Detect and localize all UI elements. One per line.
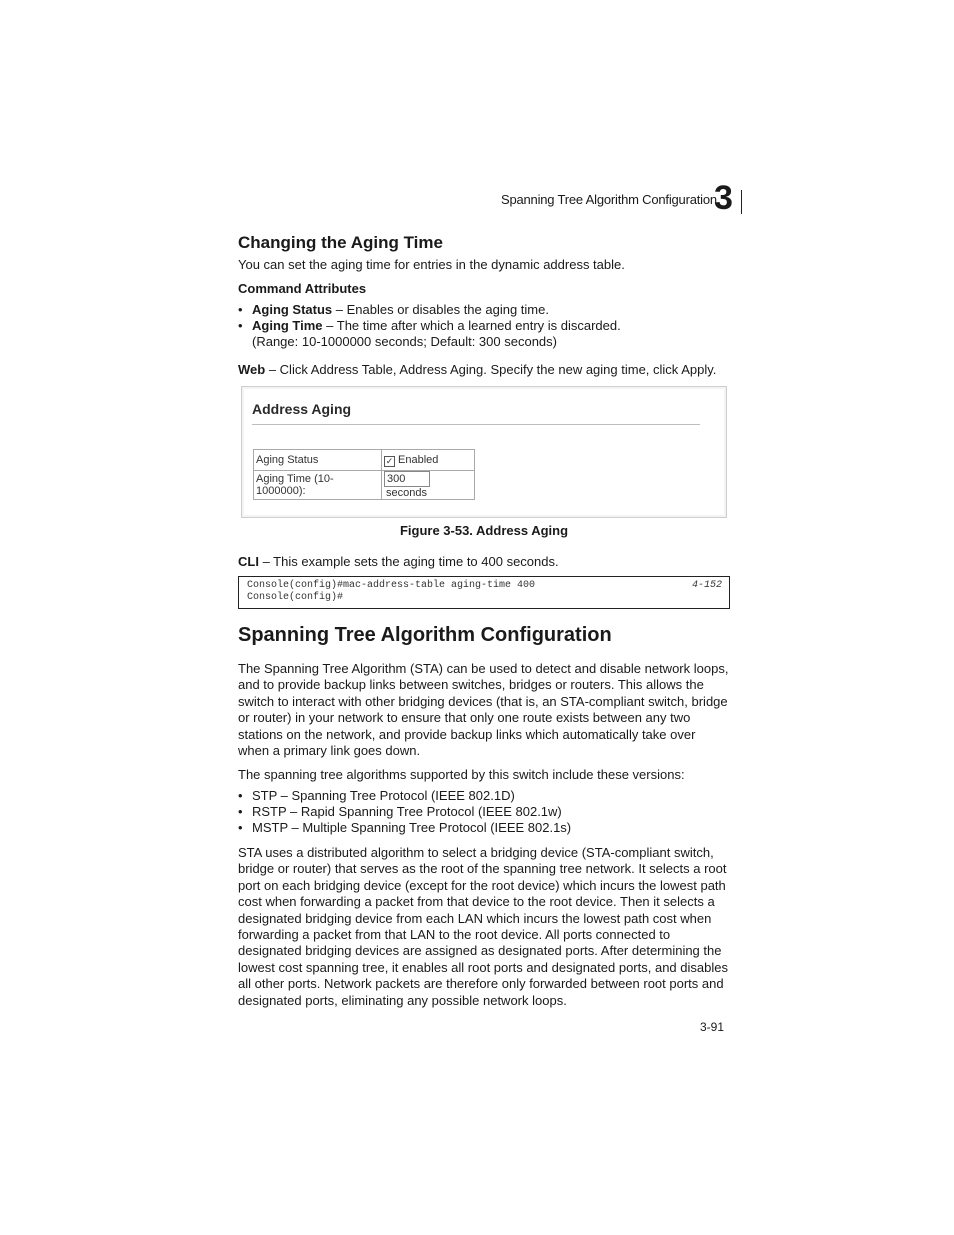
attribute-desc: – The time after which a learned entry is discarded. bbox=[322, 318, 621, 333]
bullet: • bbox=[238, 804, 243, 819]
cli-code-block bbox=[238, 576, 730, 609]
aging-time-input[interactable] bbox=[384, 471, 430, 487]
cli-text: – This example sets the aging time to 400 seconds. bbox=[258, 554, 559, 569]
page-number: 3-91 bbox=[700, 1020, 725, 1034]
version-text: RSTP – Rapid Spanning Tree Protocol (IEEE 802.1w) bbox=[252, 804, 562, 819]
aging-status-row bbox=[254, 450, 475, 471]
code-line: Console(config)#mac-address-table aging-time 400 bbox=[247, 580, 536, 591]
cli-label: CLI bbox=[238, 554, 259, 569]
chapter-divider bbox=[741, 190, 742, 214]
attribute-desc: – Enables or disables the aging time. bbox=[332, 302, 549, 317]
attribute-item bbox=[238, 318, 730, 351]
web-instruction bbox=[238, 362, 730, 378]
code-reference: 4-152 bbox=[691, 580, 722, 591]
command-attributes-heading: Command Attributes bbox=[238, 281, 367, 296]
attribute-range: (Range: 10-1000000 seconds; Default: 300 seconds) bbox=[252, 334, 557, 350]
version-text: MSTP – Multiple Spanning Tree Protocol (IEEE 802.1s) bbox=[252, 820, 572, 835]
chapter-number: 3 bbox=[714, 179, 733, 217]
version-item bbox=[238, 788, 730, 804]
panel-title: Address Aging bbox=[252, 401, 352, 417]
web-text: – Click Address Table, Address Aging. Specify the new aging time, click Apply. bbox=[265, 362, 717, 377]
aging-time-unit: seconds bbox=[386, 487, 427, 499]
bullet: • bbox=[238, 318, 243, 333]
attribute-term: Aging Status bbox=[252, 302, 333, 317]
sta-paragraph-2: The spanning tree algorithms supported by this switch include these versions: bbox=[238, 767, 685, 782]
aging-intro: You can set the aging time for entries in the dynamic address table. bbox=[238, 257, 625, 272]
attribute-item bbox=[238, 302, 730, 318]
aging-status-label: Aging Status bbox=[254, 450, 382, 471]
aging-time-label: Aging Time (10-1000000): bbox=[254, 471, 382, 500]
bullet: • bbox=[238, 302, 243, 317]
address-aging-screenshot bbox=[241, 386, 727, 518]
web-label: Web bbox=[238, 362, 266, 377]
attribute-term: Aging Time bbox=[252, 318, 323, 333]
version-item bbox=[238, 804, 730, 820]
enabled-label: Enabled bbox=[398, 453, 439, 466]
bullet: • bbox=[238, 820, 243, 835]
aging-time-row bbox=[254, 471, 475, 500]
panel-divider bbox=[252, 424, 700, 425]
aging-form-table bbox=[253, 449, 475, 500]
sta-paragraph-1: The Spanning Tree Algorithm (STA) can be used to detect and disable network loops, and to provide backup links between switches, bridges or routers. This allows the switch to interact with other bridging devices (that is, an STA-compliant switch, bridge or router) in your network to ensure that only one route exists between any two stations on the network, and provide backup links which automatically take over when a primary link goes down. bbox=[238, 661, 729, 759]
running-header-title: Spanning Tree Algorithm Configuration bbox=[501, 192, 717, 207]
section-heading-sta: Spanning Tree Algorithm Configuration bbox=[238, 624, 612, 646]
figure-caption: Figure 3-53. Address Aging bbox=[399, 523, 569, 538]
cli-instruction bbox=[238, 554, 730, 570]
aging-status-checkbox[interactable]: ✓ bbox=[385, 455, 394, 466]
sta-paragraph-3: STA uses a distributed algorithm to select a bridging device (STA-compliant switch, bridge or router) that serves as the root of the spanning tree network. It selects a root port on each bridging device (except for the root device) which incurs the lowest path cost when forwarding a packet from that device to the root device. Then it selects a designated bridging device from each LAN which incurs the lowest path cost when forwarding a packet from that LAN to the root device. All ports connected to designated bridging devices are assigned as designated ports. After determining the lowest cost spanning tree, it enables all root ports and designated ports, and disables all other ports. Network packets are therefore only forwarded between root ports and designated ports, eliminating any possible network loops. bbox=[238, 845, 728, 1008]
version-item bbox=[238, 820, 730, 836]
section-heading-aging: Changing the Aging Time bbox=[238, 233, 443, 252]
code-line: Console(config)# bbox=[247, 592, 344, 603]
version-text: STP – Spanning Tree Protocol (IEEE 802.1D) bbox=[252, 788, 515, 803]
bullet: • bbox=[238, 788, 243, 803]
